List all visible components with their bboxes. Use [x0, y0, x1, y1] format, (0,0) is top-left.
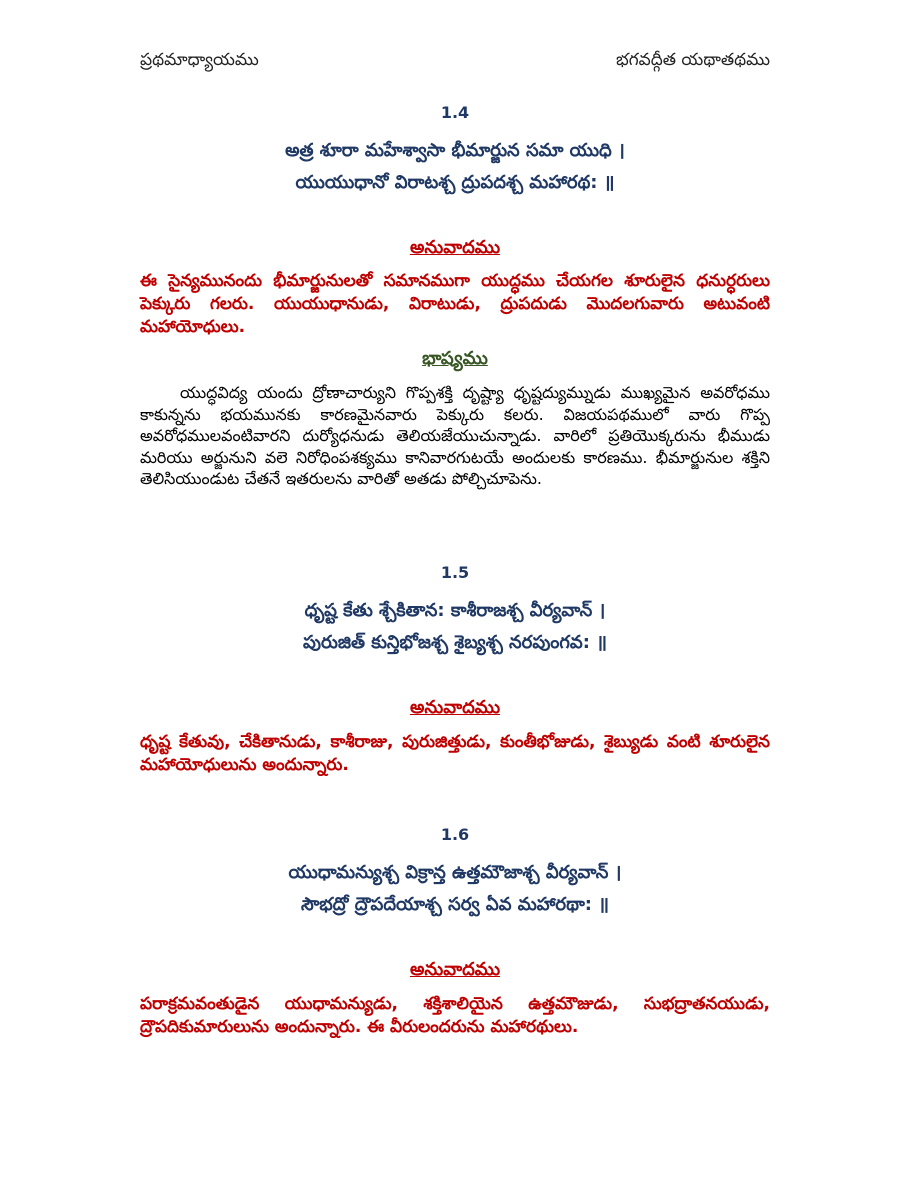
translation-paragraph: ధృష్ట కేతువు, చేకితానుడు, కాశీరాజు, పురుజిత్తుడు, కుంతీభోజుడు, శైబ్యుడు వంటి శూరులైన మహాయోధులును అందున్నారు. — [140, 732, 770, 775]
purport-paragraph: యుద్ధవిద్య యందు ద్రోణాచార్యుని గొప్పశక్తి దృష్ట్యా ధృష్టద్యుమ్నుడు ముఖ్యమైన అవరోధము కాకున్నను భయమునకు కారణమైనవారు పెక్కురు కలరు. విజయపథములో వారు గొప్ప అవరోధములవంటివారని దుర్యోధనుడు తెలియజేయుచున్నాడు. వారిలో ప్రతియొక్కరును భీముడు మరియు అర్జునుని వలె నిరోధింపశక్యము కానివారగుటయే అందులకు కారణము. భీమార్జునుల శక్తిని తెలిసియుండుట చేతనే ఇతరులను వారితో అతడు పోల్చిచూపెను. — [140, 383, 770, 488]
verse-number-text: 1.4 — [440, 103, 470, 122]
translation-text — [140, 270, 770, 339]
verse-line: సౌభద్రో ద్రౌపదేయాశ్చ సర్వ ఏవ మహారథా: ॥ — [300, 894, 610, 915]
verse-line: యుధామన్యుశ్చ విక్రాన్త ఉత్తమౌజాశ్చ వీర్యవాన్ । — [288, 862, 622, 883]
verse-line: పురుజిత్ కున్తిభోజశ్చ శైబ్యశ్చ నరపుంగవ: ॥ — [303, 632, 607, 653]
translation-heading-text: అనువాదము — [409, 697, 501, 718]
verse-line: ధృష్ట కేతు శ్చేకితాన: కాశీరాజశ్చ వీర్యవాన్ । — [304, 600, 606, 621]
translation-text — [140, 993, 770, 1039]
translation-text — [140, 731, 770, 777]
verse-number — [140, 563, 770, 582]
verse-line: అత్ర శూరా మహేశ్వాసా భీమార్జున సమా యుధి । — [285, 140, 625, 161]
running-header-book-title: భగవద్గీత యథాతథము — [615, 50, 770, 70]
sanskrit-verse — [140, 857, 770, 921]
translation-paragraph: పరాక్రమవంతుడైన యుధామన్యుడు, శక్తిశాలియైన ఉత్తమౌజుడు, సుభద్రాతనయుడు, ద్రౌపదికుమారులును అందున్నారు. ఈ వీరులందరును మహారథులు. — [140, 994, 770, 1037]
verse-number-text: 1.5 — [440, 563, 470, 582]
translation-heading-text: అనువాదము — [409, 237, 501, 258]
running-header-chapter: ప్రథమాధ్యాయము — [140, 50, 259, 70]
verse-line: యుయుధానో విరాటశ్చ ద్రుపదశ్చ మహారథ: ॥ — [295, 172, 615, 193]
purport-heading-text: భాష్యము — [422, 348, 488, 369]
sanskrit-verse — [140, 135, 770, 199]
translation-heading-text: అనువాదము — [409, 959, 501, 980]
translation-heading — [140, 959, 770, 984]
purport-text — [140, 382, 770, 490]
verse-number — [140, 825, 770, 844]
verse-number-text: 1.6 — [440, 825, 470, 844]
sanskrit-verse — [140, 595, 770, 659]
translation-heading — [140, 237, 770, 262]
translation-heading — [140, 697, 770, 722]
verse-number — [140, 103, 770, 122]
translation-paragraph: ఈ సైన్యమునందు భీమార్జునులతో సమానముగా యుద్ధము చేయగల శూరులైన ధనుర్ధరులు పెక్కురు గలరు. యుయుధానుడు, విరాటుడు, ద్రుపదుడు మొదలగువారు అటువంటి మహాయోధులు. — [140, 271, 770, 337]
purport-heading — [140, 348, 770, 373]
